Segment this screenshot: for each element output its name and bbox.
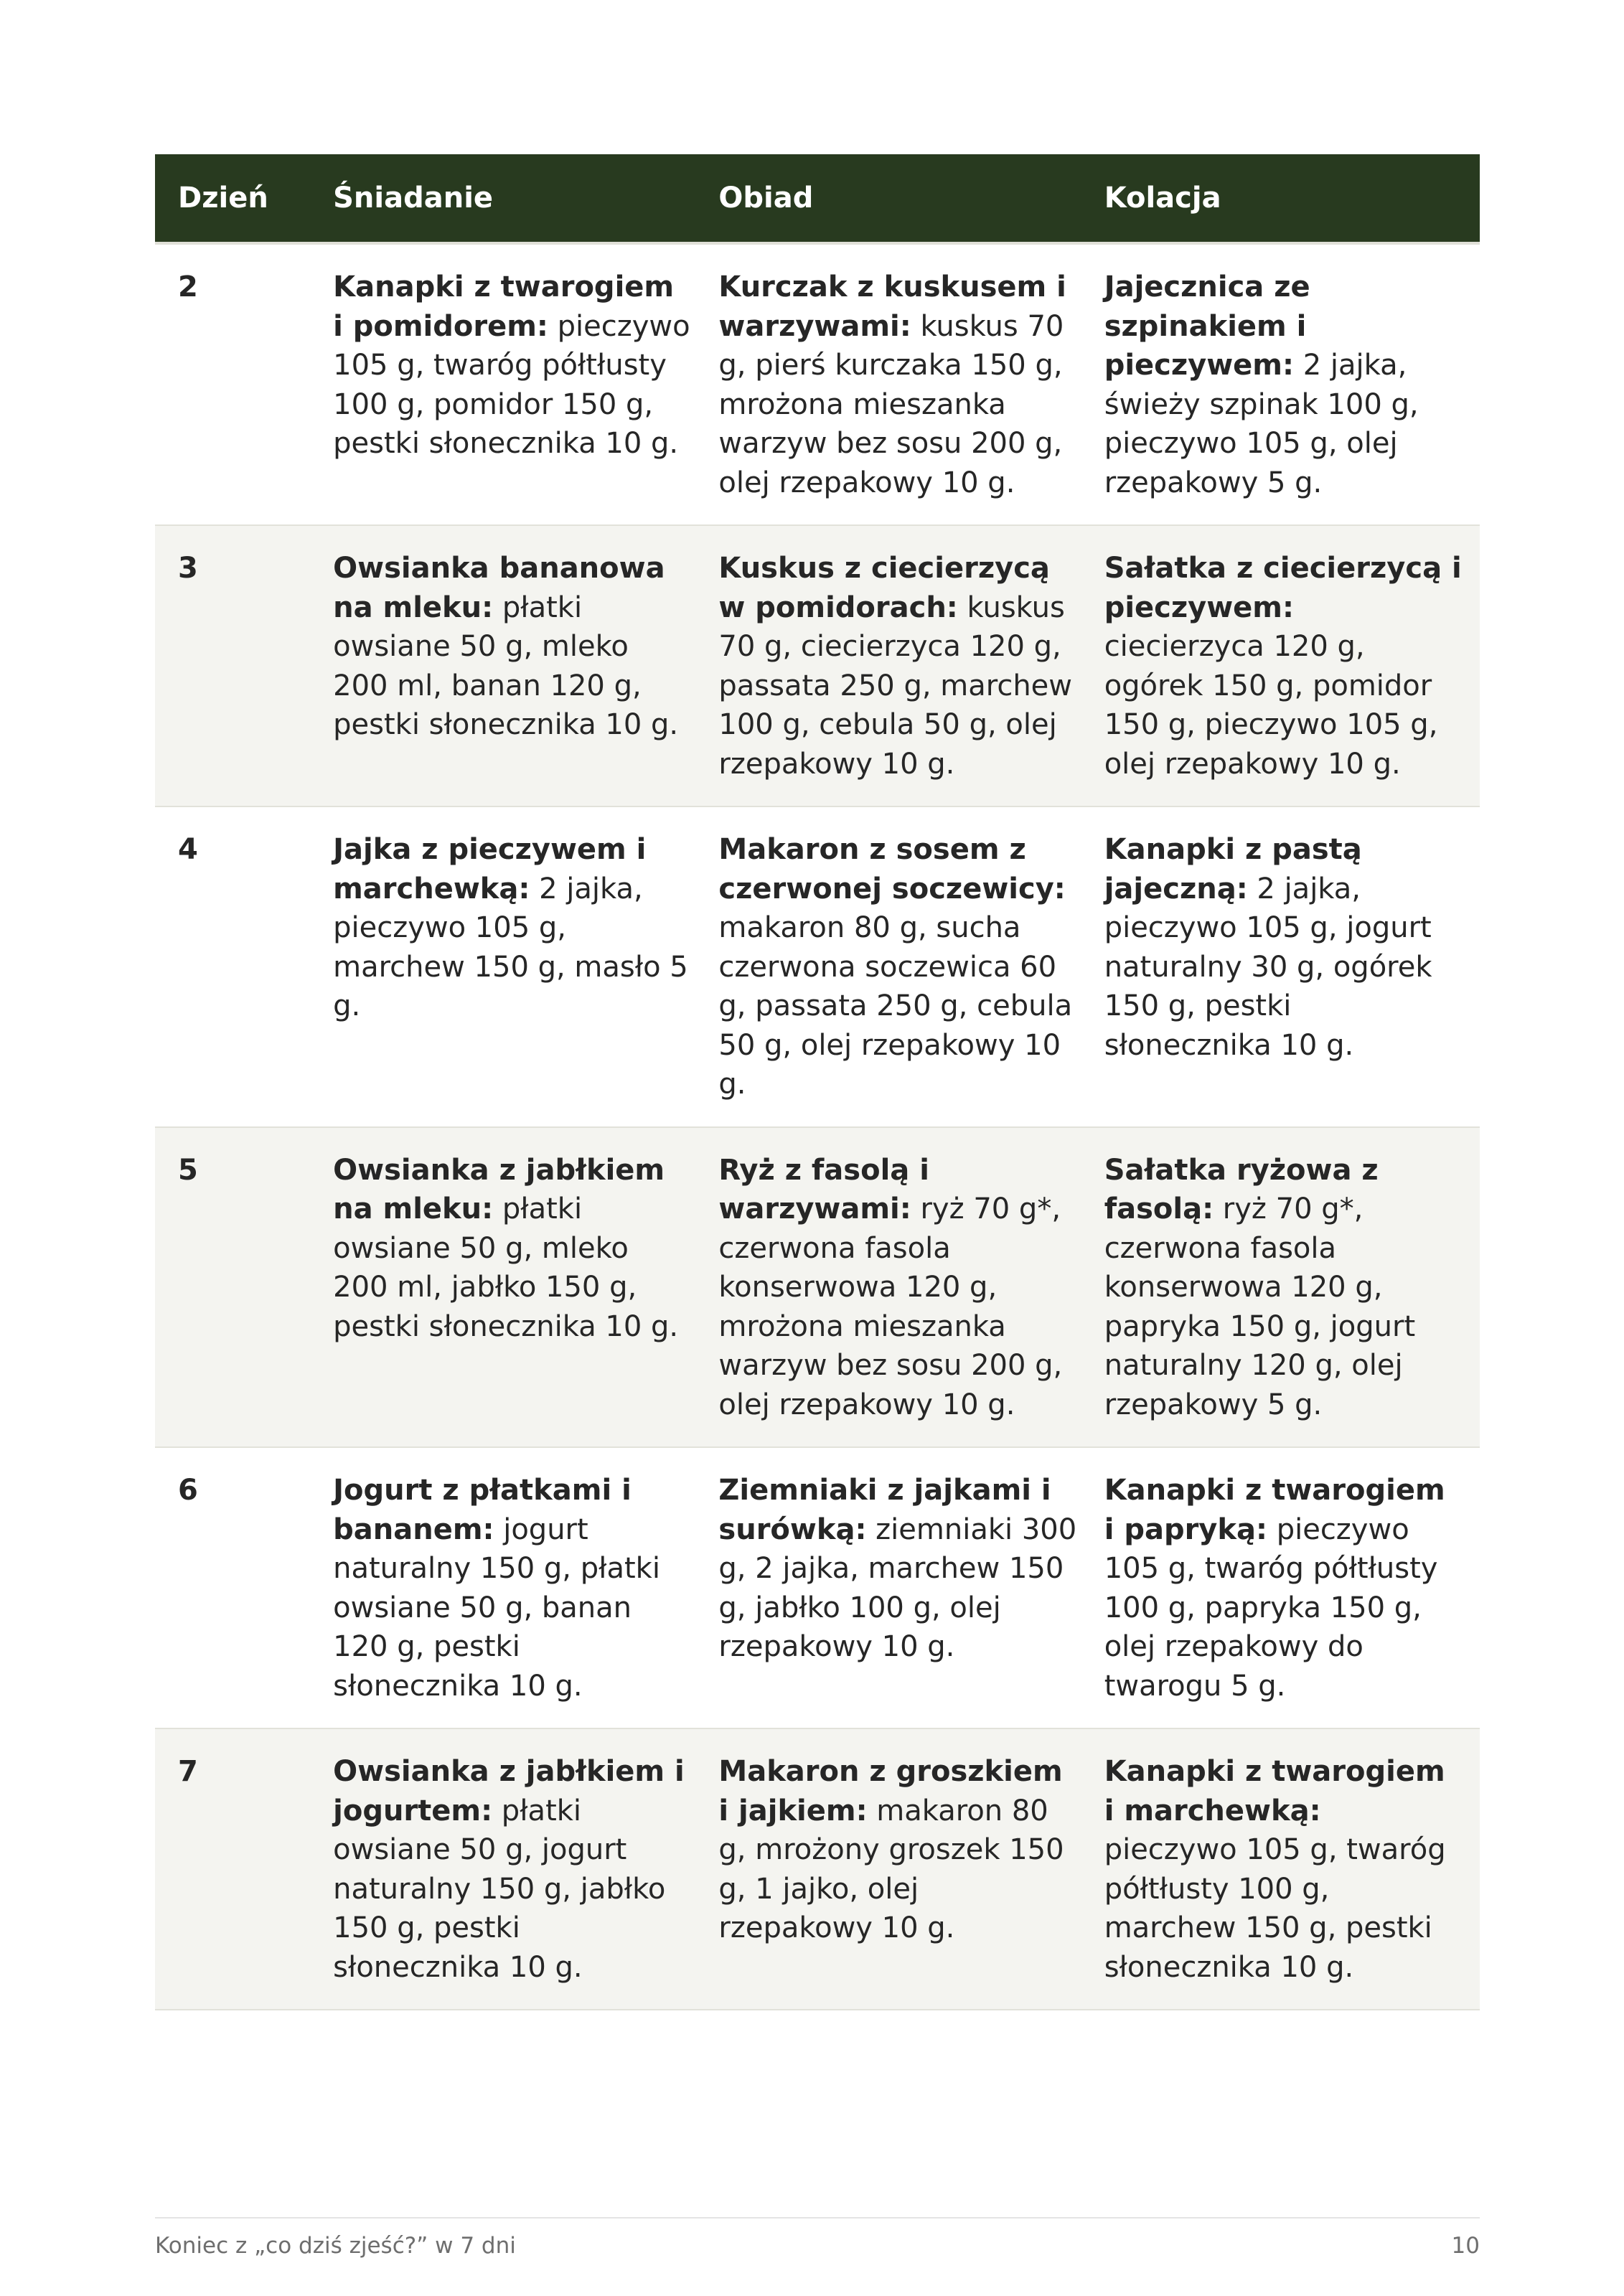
day-number: 3 bbox=[155, 525, 323, 806]
breakfast-cell bbox=[323, 1447, 708, 1728]
dinner-description: 2 jajka, świeży szpinak 100 g, pieczywo 105 g, olej rzepakowy 5 g. bbox=[1104, 349, 1419, 499]
breakfast-title: Jajka z pieczywem i marchewką: bbox=[333, 833, 647, 905]
header-breakfast: Śniadanie bbox=[323, 154, 708, 243]
lunch-description: makaron 80 g, mrożony groszek 150 g, 1 jajko, olej rzepakowy 10 g. bbox=[718, 1794, 1064, 1944]
lunch-title: Kuskus z ciecierzycą w pomidorach: bbox=[718, 552, 1050, 624]
table-row bbox=[155, 243, 1480, 525]
lunch-description: ziemniaki 300 g, 2 jajka, marchew 150 g, jabłko 100 g, olej rzepakowy 10 g. bbox=[718, 1512, 1077, 1663]
dinner-title: Kanapki z twarogiem i marchewką: bbox=[1104, 1755, 1445, 1827]
dinner-description: pieczywo 105 g, twaróg półtłusty 100 g, marchew 150 g, pestki słonecznika 10 g. bbox=[1104, 1833, 1446, 1984]
breakfast-cell bbox=[323, 1127, 708, 1448]
lunch-cell bbox=[708, 525, 1094, 806]
header-dinner: Kolacja bbox=[1094, 154, 1480, 243]
day-number: 2 bbox=[155, 243, 323, 525]
page-number: 10 bbox=[1451, 2233, 1480, 2259]
breakfast-title: Owsianka bananowa na mleku: bbox=[333, 552, 665, 624]
header-lunch: Obiad bbox=[708, 154, 1094, 243]
dinner-title: Kanapki z pastą jajeczną: bbox=[1104, 833, 1362, 905]
dinner-title: Sałatka z ciecierzycą i pieczywem: bbox=[1104, 552, 1462, 624]
breakfast-title: Owsianka z jabłkiem i jogurtem: bbox=[333, 1755, 685, 1827]
day-number: 7 bbox=[155, 1728, 323, 2010]
lunch-title: Makaron z sosem z czerwonej soczewicy: bbox=[718, 833, 1066, 905]
breakfast-cell bbox=[323, 1728, 708, 2010]
lunch-description: makaron 80 g, sucha czerwona soczewica 60 g, passata 250 g, cebula 50 g, olej rzepakowy 10 g. bbox=[718, 911, 1073, 1101]
lunch-description: kuskus 70 g, pierś kurczaka 150 g, mrożona mieszanka warzyw bez sosu 200 g, olej rzepakowy 10 g. bbox=[718, 309, 1064, 499]
lunch-title: Ryż z fasolą i warzywami: bbox=[718, 1153, 929, 1225]
dinner-cell bbox=[1094, 1447, 1480, 1728]
lunch-description: kuskus 70 g, ciecierzyca 120 g, passata 250 g, marchew 100 g, cebula 50 g, olej rzepakowy 10 g. bbox=[718, 591, 1073, 781]
breakfast-description: 2 jajka, pieczywo 105 g, marchew 150 g, masło 5 g. bbox=[333, 872, 688, 1022]
lunch-title: Ziemniaki z jajkami i surówką: bbox=[718, 1474, 1051, 1546]
dinner-cell bbox=[1094, 1127, 1480, 1448]
breakfast-cell bbox=[323, 243, 708, 525]
table-row bbox=[155, 1447, 1480, 1728]
breakfast-description: płatki owsiane 50 g, mleko 200 ml, jabłko 150 g, pestki słonecznika 10 g. bbox=[333, 1192, 679, 1343]
dinner-cell bbox=[1094, 243, 1480, 525]
breakfast-title: Owsianka z jabłkiem na mleku: bbox=[333, 1153, 665, 1225]
footer-divider bbox=[155, 2217, 1480, 2219]
lunch-cell bbox=[708, 1127, 1094, 1448]
dinner-description: ryż 70 g*, czerwona fasola konserwowa 120 g, papryka 150 g, jogurt naturalny 120 g, olej rzepakowy 5 g. bbox=[1104, 1192, 1416, 1421]
table-row bbox=[155, 806, 1480, 1127]
day-number: 4 bbox=[155, 806, 323, 1127]
breakfast-description: płatki owsiane 50 g, jogurt naturalny 150 g, jabłko 150 g, pestki słonecznika 10 g. bbox=[333, 1794, 666, 1984]
table-row bbox=[155, 525, 1480, 806]
lunch-title: Kurczak z kuskusem i warzywami: bbox=[718, 270, 1066, 343]
dinner-title: Jajecznica ze szpinakiem i pieczywem: bbox=[1104, 270, 1310, 382]
dinner-description: 2 jajka, pieczywo 105 g, jogurt naturalny 30 g, ogórek 150 g, pestki słonecznika 10 g. bbox=[1104, 872, 1432, 1062]
table-header-row bbox=[155, 154, 1480, 243]
breakfast-description: płatki owsiane 50 g, mleko 200 ml, banan 120 g, pestki słonecznika 10 g. bbox=[333, 591, 679, 741]
lunch-description: ryż 70 g*, czerwona fasola konserwowa 120 g, mrożona mieszanka warzyw bez sosu 200 g, olej rzepakowy 10 g. bbox=[718, 1192, 1063, 1421]
breakfast-title: Kanapki z twarogiem i pomidorem: bbox=[333, 270, 675, 343]
day-number: 5 bbox=[155, 1127, 323, 1448]
lunch-cell bbox=[708, 1728, 1094, 2010]
dinner-cell bbox=[1094, 1728, 1480, 2010]
dinner-description: pieczywo 105 g, twaróg półtłusty 100 g, papryka 150 g, olej rzepakowy do twarogu 5 g. bbox=[1104, 1512, 1438, 1703]
dinner-title: Sałatka ryżowa z fasolą: bbox=[1104, 1153, 1379, 1225]
meal-plan-table bbox=[155, 154, 1480, 2010]
table-row bbox=[155, 1127, 1480, 1448]
breakfast-description: jogurt naturalny 150 g, płatki owsiane 50 g, banan 120 g, pestki słonecznika 10 g. bbox=[333, 1512, 660, 1703]
table-row bbox=[155, 1728, 1480, 2010]
footer-title: Koniec z „co dziś zjeść?” w 7 dni bbox=[155, 2233, 516, 2259]
dinner-cell bbox=[1094, 525, 1480, 806]
lunch-cell bbox=[708, 1447, 1094, 1728]
breakfast-title: Jogurt z płatkami i bananem: bbox=[333, 1474, 632, 1546]
day-number: 6 bbox=[155, 1447, 323, 1728]
breakfast-cell bbox=[323, 806, 708, 1127]
lunch-cell bbox=[708, 243, 1094, 525]
header-day: Dzień bbox=[155, 154, 323, 243]
breakfast-cell bbox=[323, 525, 708, 806]
dinner-title: Kanapki z twarogiem i papryką: bbox=[1104, 1474, 1445, 1546]
lunch-title: Makaron z groszkiem i jajkiem: bbox=[718, 1755, 1063, 1827]
breakfast-description: pieczywo 105 g, twaróg półtłusty 100 g, pomidor 150 g, pestki słonecznika 10 g. bbox=[333, 309, 690, 460]
dinner-description: ciecierzyca 120 g, ogórek 150 g, pomidor 150 g, pieczywo 105 g, olej rzepakowy 10 g. bbox=[1104, 630, 1438, 781]
lunch-cell bbox=[708, 806, 1094, 1127]
dinner-cell bbox=[1094, 806, 1480, 1127]
